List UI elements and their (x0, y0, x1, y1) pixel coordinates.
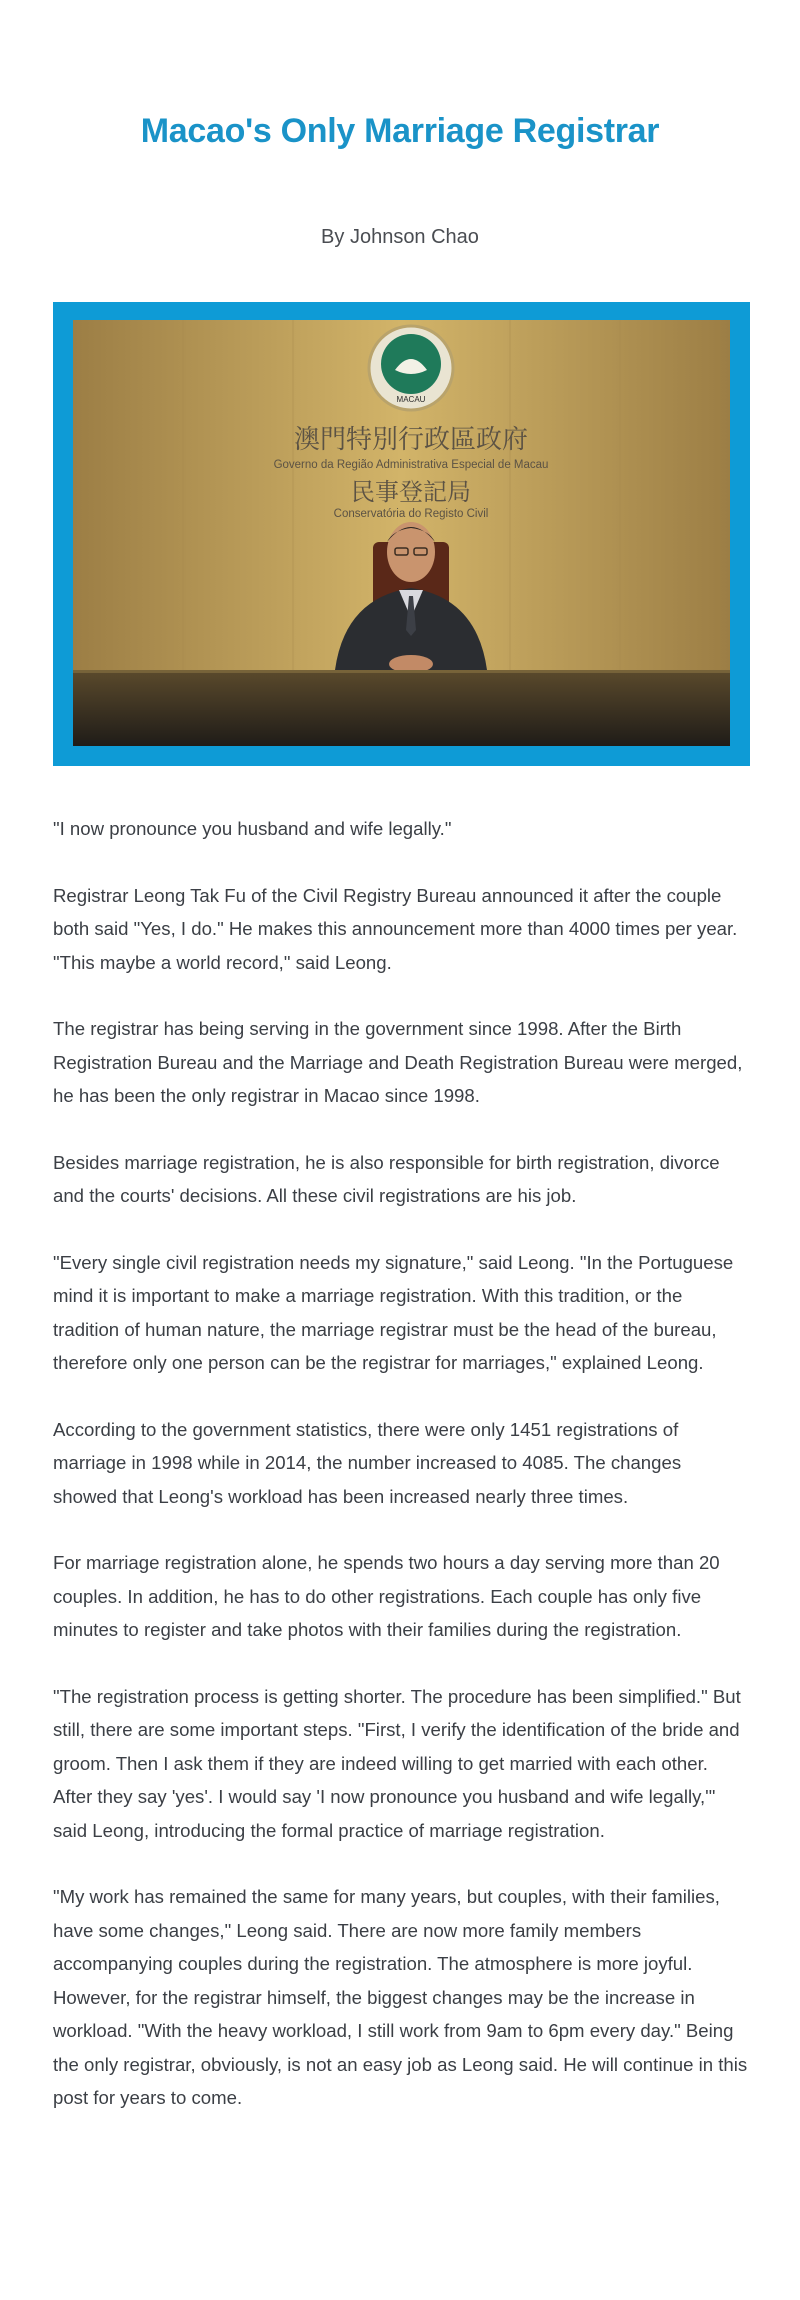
registrar-photo (73, 320, 730, 746)
paragraph: Registrar Leong Tak Fu of the Civil Registry Bureau announced it after the couple both said "Yes, I do." He makes this announcement more than 4000 times per year. "This maybe a world record," said Leong. (53, 884, 738, 973)
sign-line-2: Governo da Região Administrativa Especial de Macau (273, 459, 549, 471)
paragraph: Besides marriage registration, he is also responsible for birth registration, divorce and the courts' decisions. All these civil registrations are his job. (53, 1151, 720, 1206)
desk (73, 670, 730, 746)
paragraph: "My work has remained the same for many years, but couples, with their families, have some changes," Leong said. There are now more family members accompanying couples during the registration. The atmosphere is more joyful. However, for the registrar himself, the biggest changes may be the increase in workload. "With the heavy workload, I still work from 9am to 6pm every day." Being the only registrar, obviously, is not an easy job as Leong said. He will continue in this post for years to come. (53, 1886, 748, 2108)
sign-line-3: 民事登記局 (351, 478, 471, 506)
sign-line-1: 澳門特別行政區政府 (293, 425, 529, 455)
paragraph: The registrar has being serving in the government since 1998. After the Birth Registration Bureau and the Marriage and Death Registration Bureau were merged, he has been the only registrar in Macao since 1998. (53, 1018, 743, 1106)
article-body (53, 812, 750, 2148)
article-title: Macao's Only Marriage Registrar (140, 112, 660, 150)
emblem-text: MACAU (396, 395, 426, 404)
paragraph: For marriage registration alone, he spends two hours a day serving more than 20 couples. In addition, he has to do other registrations. Each couple has only five minutes to register and take photos with their families during the registration. (53, 1552, 720, 1640)
registrar-photo-illustration (73, 320, 730, 746)
paragraph: "The registration process is getting shorter. The procedure has been simplified." But still, there are some important steps. "First, I verify the identification of the bride and groom. Then I ask them if they are indeed willing to get married with each other. After they say 'yes'. I would say 'I now pronounce you husband and wife legally,'" said Leong, introducing the formal practice of marriage registration. (53, 1685, 741, 1841)
photo-frame (53, 302, 750, 766)
macau-emblem (369, 326, 453, 410)
sign-line-4: Conservatória do Registo Civil (333, 508, 489, 520)
paragraph: According to the government statistics, there were only 1451 registrations of marriage in 1998 while in 2014, the number increased to 4085. The changes showed that Leong's workload has been increased nearly three times. (53, 1418, 682, 1507)
article-byline: By Johnson Chao (321, 226, 479, 248)
paragraph: "Every single civil registration needs my signature," said Leong. "In the Portuguese mind it is important to make a marriage registration. With this tradition, or the tradition of human nature, the marriage registrar must be the head of the bureau, therefore only one person can be the registrar for marriages," explained Leong. (53, 1251, 734, 1373)
paragraph: "I now pronounce you husband and wife legally." (53, 818, 452, 839)
